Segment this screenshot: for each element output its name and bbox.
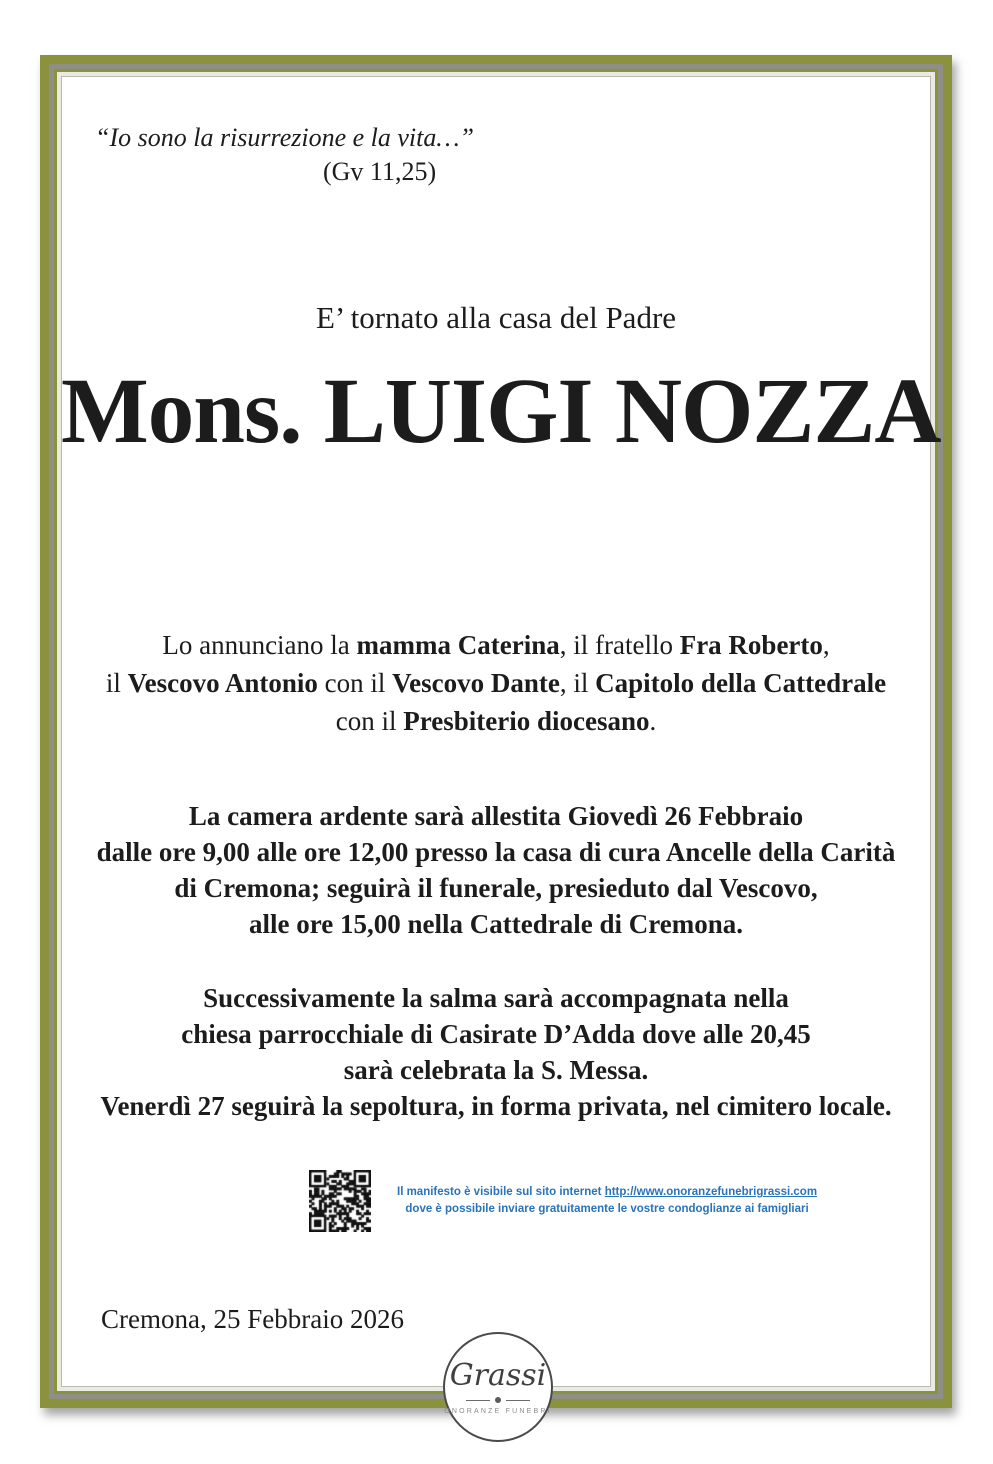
wake-info-line: La camera ardente sarà allestita Giovedì 26 Febbraio — [188, 801, 804, 831]
wake-info-line: dalle ore 9,00 alle ore 12,00 presso la casa di cura Ancelle della Carità — [96, 837, 896, 867]
frame-inner-edge — [57, 72, 941, 1391]
place-dateline: Cremona, 25 Febbraio 2026 — [101, 1304, 404, 1334]
wake-info-line: alle ore 15,00 nella Cattedrale di Cremona. — [249, 909, 743, 939]
ornament-dot-icon — [495, 1397, 501, 1403]
burial-info-paragraph — [61, 980, 931, 1124]
funeral-home-website-link[interactable]: http://www.onoranzefunebrigrassi.com — [604, 1186, 818, 1198]
poster-frame — [40, 55, 952, 1408]
deceased-name: Mons. LUIGI NOZZA — [61, 360, 941, 463]
wake-info-line: di Cremona; seguirà il funerale, presieduto dal Vescovo, — [174, 873, 818, 903]
ornament-rule-left — [466, 1400, 490, 1401]
qr-section — [309, 1170, 931, 1232]
qr-note-text — [397, 1184, 817, 1218]
poster-content — [61, 76, 941, 1387]
qr-note-line1-prefix: Il manifesto è visibile sul sito internet — [397, 1186, 605, 1198]
announcement-line: Lo annunciano la mamma Caterina, il fratello Fra Roberto, — [162, 630, 830, 660]
wake-info-paragraph — [61, 798, 931, 942]
scripture-quote-block — [61, 76, 931, 188]
qr-code-icon — [309, 1170, 371, 1232]
funeral-home-logo-name: Grassi — [449, 1358, 547, 1393]
announcement-line: il Vescovo Antonio con il Vescovo Dante, il Capitolo della Cattedrale — [105, 668, 887, 698]
scripture-quote: “Io sono la risurrezione e la vita…” — [95, 123, 474, 152]
burial-info-line: Successivamente la salma sarà accompagnata nella — [203, 983, 789, 1013]
intro-line: E’ tornato alla casa del Padre — [315, 300, 677, 335]
logo-ornament-icon — [466, 1397, 530, 1403]
funeral-home-logo-subtitle: ONORANZE FUNEBRI — [444, 1408, 552, 1415]
burial-info-line: sarà celebrata la S. Messa. — [343, 1055, 649, 1085]
announcement-line: con il Presbiterio diocesano. — [335, 706, 657, 736]
qr-note-line1 — [397, 1184, 817, 1201]
scripture-reference: (Gv 11,25) — [323, 157, 437, 186]
announcement-paragraph — [61, 626, 931, 740]
burial-info-line: chiesa parrocchiale di Casirate D’Adda dove alle 20,45 — [181, 1019, 811, 1049]
frame-gray-stripe — [49, 64, 943, 1399]
ornament-rule-right — [506, 1400, 530, 1401]
qr-note-line2: dove è possibile inviare gratuitamente le vostre condoglianze ai famigliari — [405, 1203, 809, 1215]
burial-info-line: Venerdì 27 seguirà la sepoltura, in forma privata, nel cimitero locale. — [100, 1091, 892, 1121]
funeral-home-logo — [443, 1332, 553, 1442]
